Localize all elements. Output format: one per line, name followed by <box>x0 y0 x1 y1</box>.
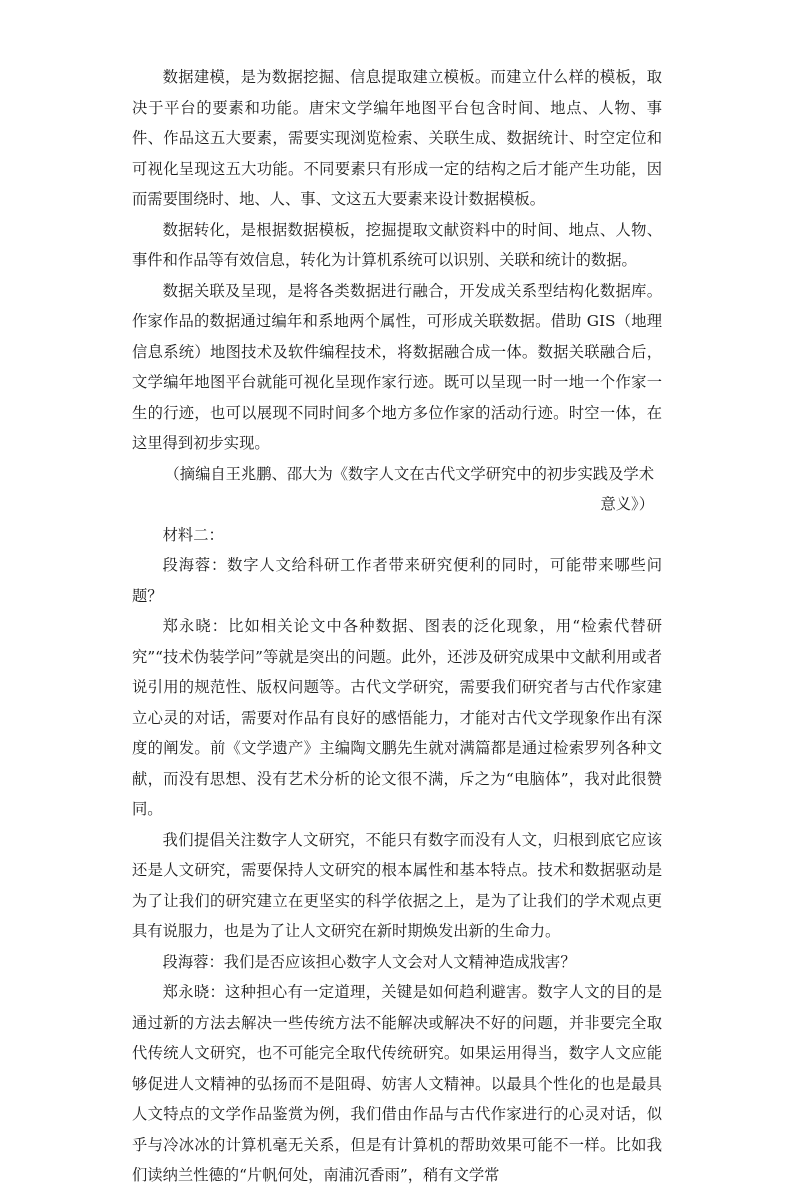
question-one: 段海蓉：数字人文给科研工作者带来研究便利的同时，可能带来哪些问题？ <box>132 556 662 605</box>
paragraph-data-conversion: 数据转化，是根据数据模板，挖掘提取文献资料中的时间、地点、人物、事件和作品等有效信息，转化为计算机系统可以识别、关联和统计的数据。 <box>132 220 662 269</box>
material-two-heading: 材料二： <box>162 525 224 544</box>
answer-two: 郑永晓：这种担心有一定道理，关键是如何趋利避害。数字人文的目的是通过新的方法去解决一些传统方法不能解决或解决不好的问题，并非要完全取代传统人文研究，也不可能完全取代传统研究。如果运用得当，数字人文应能够促进人文精神的弘扬而不是阻碍、妨害人文精神。以最具个性化的也是最具人文特点的文学作品鉴赏为例，我们借由作品与古代作家进行的心灵对话，似乎与冷冰冰的计算机毫无关系，但是有计算机的帮助效果可能不一样。比如我们读纳兰性德的“片帆何处，南浦沉香雨”，稍有文学常 <box>132 983 662 1184</box>
source-citation: （摘编自王兆鹏、邵大为《数字人文在古代文学研究中的初步实践及学术意义》） <box>164 464 654 513</box>
paragraph-data-modeling: 数据建模，是为数据挖掘、信息提取建立模板。而建立什么样的模板，取决于平台的要素和功能。唐宋文学编年地图平台包含时间、地点、人物、事件、作品这五大要素，需要实现浏览检索、关联生成、数据统计、时空定位和可视化呈现这五大功能。不同要素只有形成一定的结构之后才能产生功能，因而需要围绕时、地、人、事、文这五大要素来设计数据模板。 <box>132 68 662 208</box>
answer-one: 郑永晓：比如相关论文中各种数据、图表的泛化现象，用“检索代替研究”“技术伪装学问”等就是突出的问题。此外，还涉及研究成果中文献利用或者说引用的规范性、版权问题等。古代文学研究，需要我们研究者与古代作家建立心灵的对话，需要对作品有良好的感悟能力，才能对古代文学现象作出有深度的阐发。前《文学遗产》主编陶文鹏先生就对满篇都是通过检索罗列各种文献，而没有思想、没有艺术分析的论文很不满，斥之为“电脑体”，我对此很赞同。 <box>132 617 662 818</box>
answer-one-continued: 我们提倡关注数字人文研究，不能只有数字而没有人文，归根到底它应该还是人文研究，需要保持人文研究的根本属性和基本特点。技术和数据驱动是为了让我们的研究建立在更坚实的科学依据之上，是为了让我们的学术观点更具有说服力，也是为了让人文研究在新时期焕发出新的生命力。 <box>132 830 662 940</box>
paragraph-data-association: 数据关联及呈现，是将各类数据进行融合，开发成关系型结构化数据库。作家作品的数据通过编年和系地两个属性，可形成关联数据。借助 GIS（地理信息系统）地图技术及软件编程技术，将数据融合成一体。数据关联融合后，文学编年地图平台就能可视化呈现作家行迹。既可以呈现一时一地一个作家一生的行迹，也可以展现不同时间多个地方多位作家的活动行迹。时空一体，在这里得到初步实现。 <box>132 281 662 452</box>
document-body <box>132 62 662 1191</box>
question-two: 段海蓉：我们是否应该担心数字人文会对人文精神造成戕害？ <box>162 952 576 971</box>
